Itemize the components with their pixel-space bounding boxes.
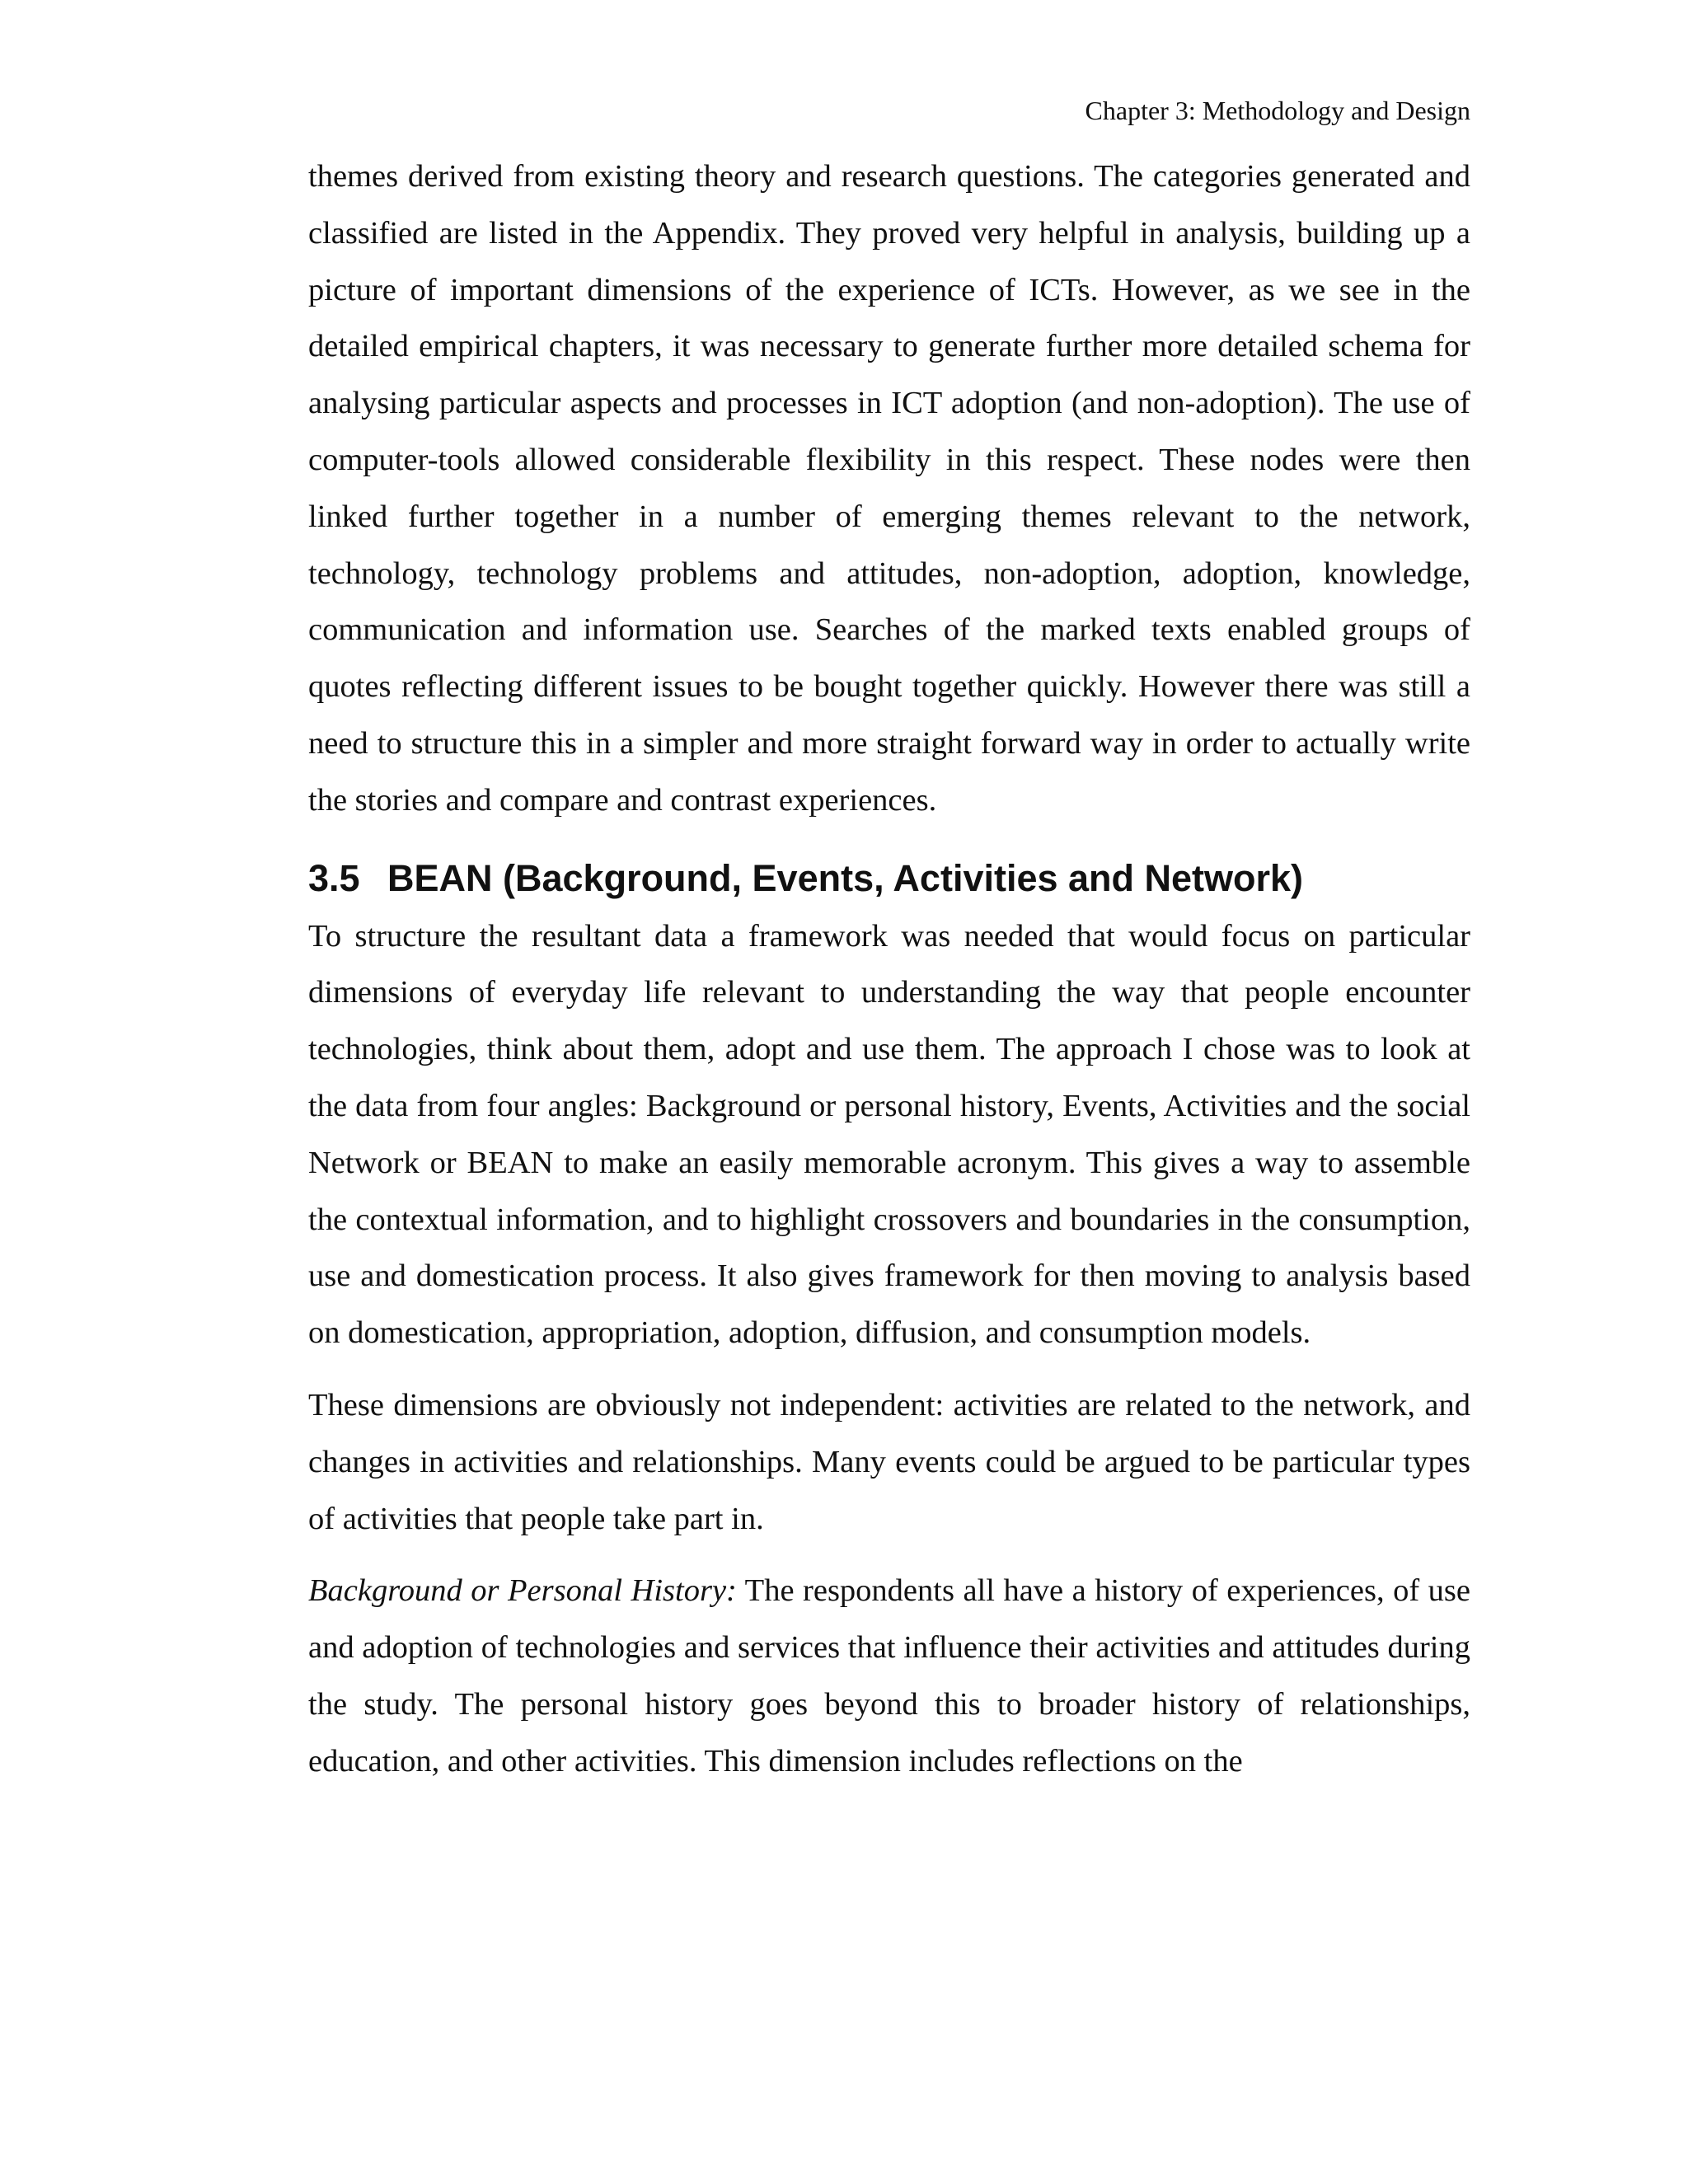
- paragraph-background-history: [308, 1563, 1470, 1789]
- paragraph-methodology-continued: themes derived from existing theory and research questions. The categories generated and classified are listed in the Appendix. They proved very helpful in analysis, building up a picture of important dimensions of the experience of ICTs. However, as we see in the detailed empirical chapters, it was necessary to generate further more detailed schema for analysing particular aspects and processes in ICT adoption (and non-adoption). The use of computer-tools allowed considerable flexibility in this respect. These nodes were then linked further together in a number of emerging themes relevant to the network, technology, technology problems and attitudes, non-adoption, adoption, knowledge, communication and information use. Searches of the marked texts enabled groups of quotes reflecting different issues to be bought together quickly. However there was still a need to structure this in a simpler and more straight forward way in order to actually write the stories and compare and contrast experiences.: [308, 159, 1470, 818]
- paragraph-bean-framework: To structure the resultant data a framework was needed that would focus on particular dimensions of everyday life relevant to understanding the way that people encounter technologies, think about them, adopt and use them. The approach I chose was to look at the data from four angles: Background or personal history, Events, Activities and the social Network or BEAN to make an easily memorable acronym. This gives a way to assemble the contextual information, and to highlight crossovers and boundaries in the consumption, use and domestication process. It also gives framework for then moving to analysis based on domestication, appropriation, adoption, diffusion, and consumption models.: [308, 918, 1470, 1351]
- paragraph-dimensions: These dimensions are obviously not independent: activities are related to the network, and changes in activities and relationships. Many events could be argued to be particular types of activities that people take part in.: [308, 1387, 1470, 1536]
- page-content: [308, 148, 1470, 1790]
- paragraph-background-text: The respondents all have a history of experiences, of use and adoption of technologies and services that influence their activities and attitudes during the study. The personal history goes beyond this to broader history of relationships, education, and other activities. This dimension includes reflections on the: [308, 1573, 1470, 1779]
- section-number: 3.5: [308, 856, 360, 899]
- section-title: BEAN (Background, Events, Activities and Network): [387, 856, 1304, 899]
- paragraph-lead-term: Background or Personal History:: [308, 1573, 737, 1609]
- section-heading: [308, 849, 1470, 908]
- running-header: Chapter 3: Methodology and Design: [1085, 96, 1470, 125]
